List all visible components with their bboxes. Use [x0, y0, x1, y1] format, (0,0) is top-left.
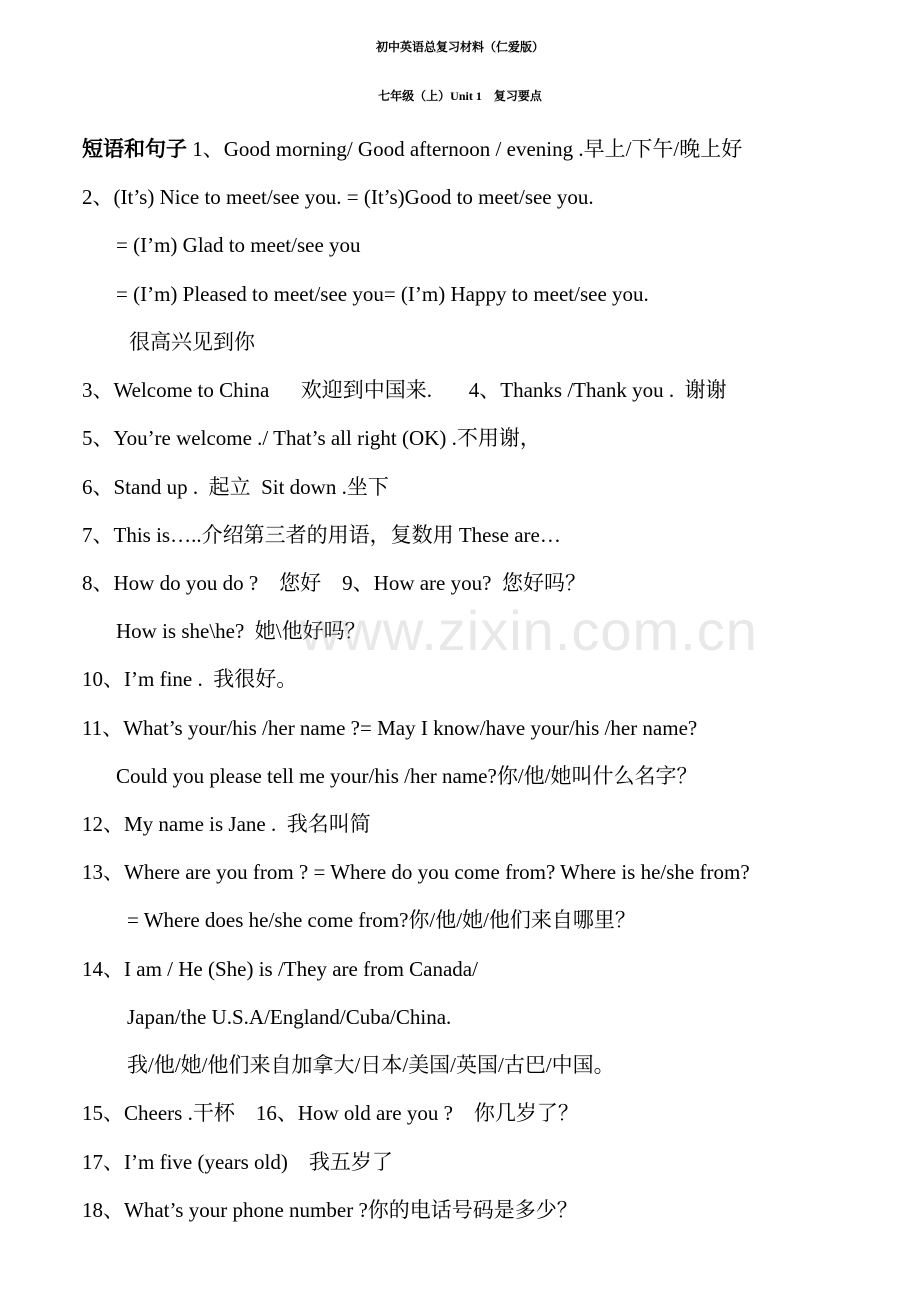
text-line: 2、(It’s) Nice to meet/see you. = (It’s)Good to meet/see you.	[82, 185, 594, 209]
text-line: 6、Stand up . 起立 Sit down .坐下	[82, 475, 389, 499]
text-line: 3、Welcome to China 欢迎到中国来. 4、Thanks /Thank you . 谢谢	[82, 378, 727, 402]
text-line: = (I’m) Glad to meet/see you	[116, 233, 361, 257]
section-label: 短语和句子	[82, 137, 187, 161]
text-line: 11、What’s your/his /her name ?= May I know/have your/his /her name?	[82, 716, 698, 740]
text-line: 15、Cheers .干杯 16、How old are you ? 你几岁了？	[82, 1101, 579, 1125]
text-line: 10、I’m fine . 我很好。	[82, 667, 298, 691]
text-line: 7、This is…..介绍第三者的用语，复数用 These are…	[82, 523, 561, 547]
text-line: 很高兴见到你	[129, 330, 255, 354]
text-line: 8、How do you do ? 您好 9、How are you? 您好吗？	[82, 571, 586, 595]
text-line: How is she\he? 她\他好吗？	[116, 619, 366, 643]
text-line: 17、I’m five (years old) 我五岁了	[82, 1150, 393, 1174]
document-subtitle: 七年级（上）Unit 1 复习要点	[378, 89, 542, 103]
text-line: 5、You’re welcome ./ That’s all right (OK) .不用谢，	[82, 426, 541, 450]
text-line: Japan/the U.S.A/England/Cuba/China.	[127, 1005, 452, 1029]
text-line: 14、I am / He (She) is /They are from Canada/	[82, 957, 478, 981]
text-line: = (I’m) Pleased to meet/see you= (I’m) Happy to meet/see you.	[116, 282, 649, 306]
text-line: 我/他/她/他们来自加拿大/日本/美国/英国/古巴/中国。	[127, 1053, 615, 1077]
text-line: Could you please tell me your/his /her name?你/他/她叫什么名字？	[116, 764, 698, 788]
intro-line	[82, 136, 742, 162]
text-line: 18、What’s your phone number ?你的电话号码是多少？	[82, 1198, 578, 1222]
intro-text: 1、Good morning/ Good afternoon / evening .早上/下午/晚上好	[192, 137, 743, 161]
watermark: www.zixin.com.cn	[300, 599, 758, 662]
text-line: 13、Where are you from ? = Where do you come from? Where is he/she from?	[82, 860, 750, 884]
document-title: 初中英语总复习材料（仁爱版）	[375, 40, 544, 54]
text-line: = Where does he/she come from?你/他/她/他们来自哪里？	[127, 908, 636, 932]
text-line: 12、My name is Jane . 我名叫简	[82, 812, 371, 836]
